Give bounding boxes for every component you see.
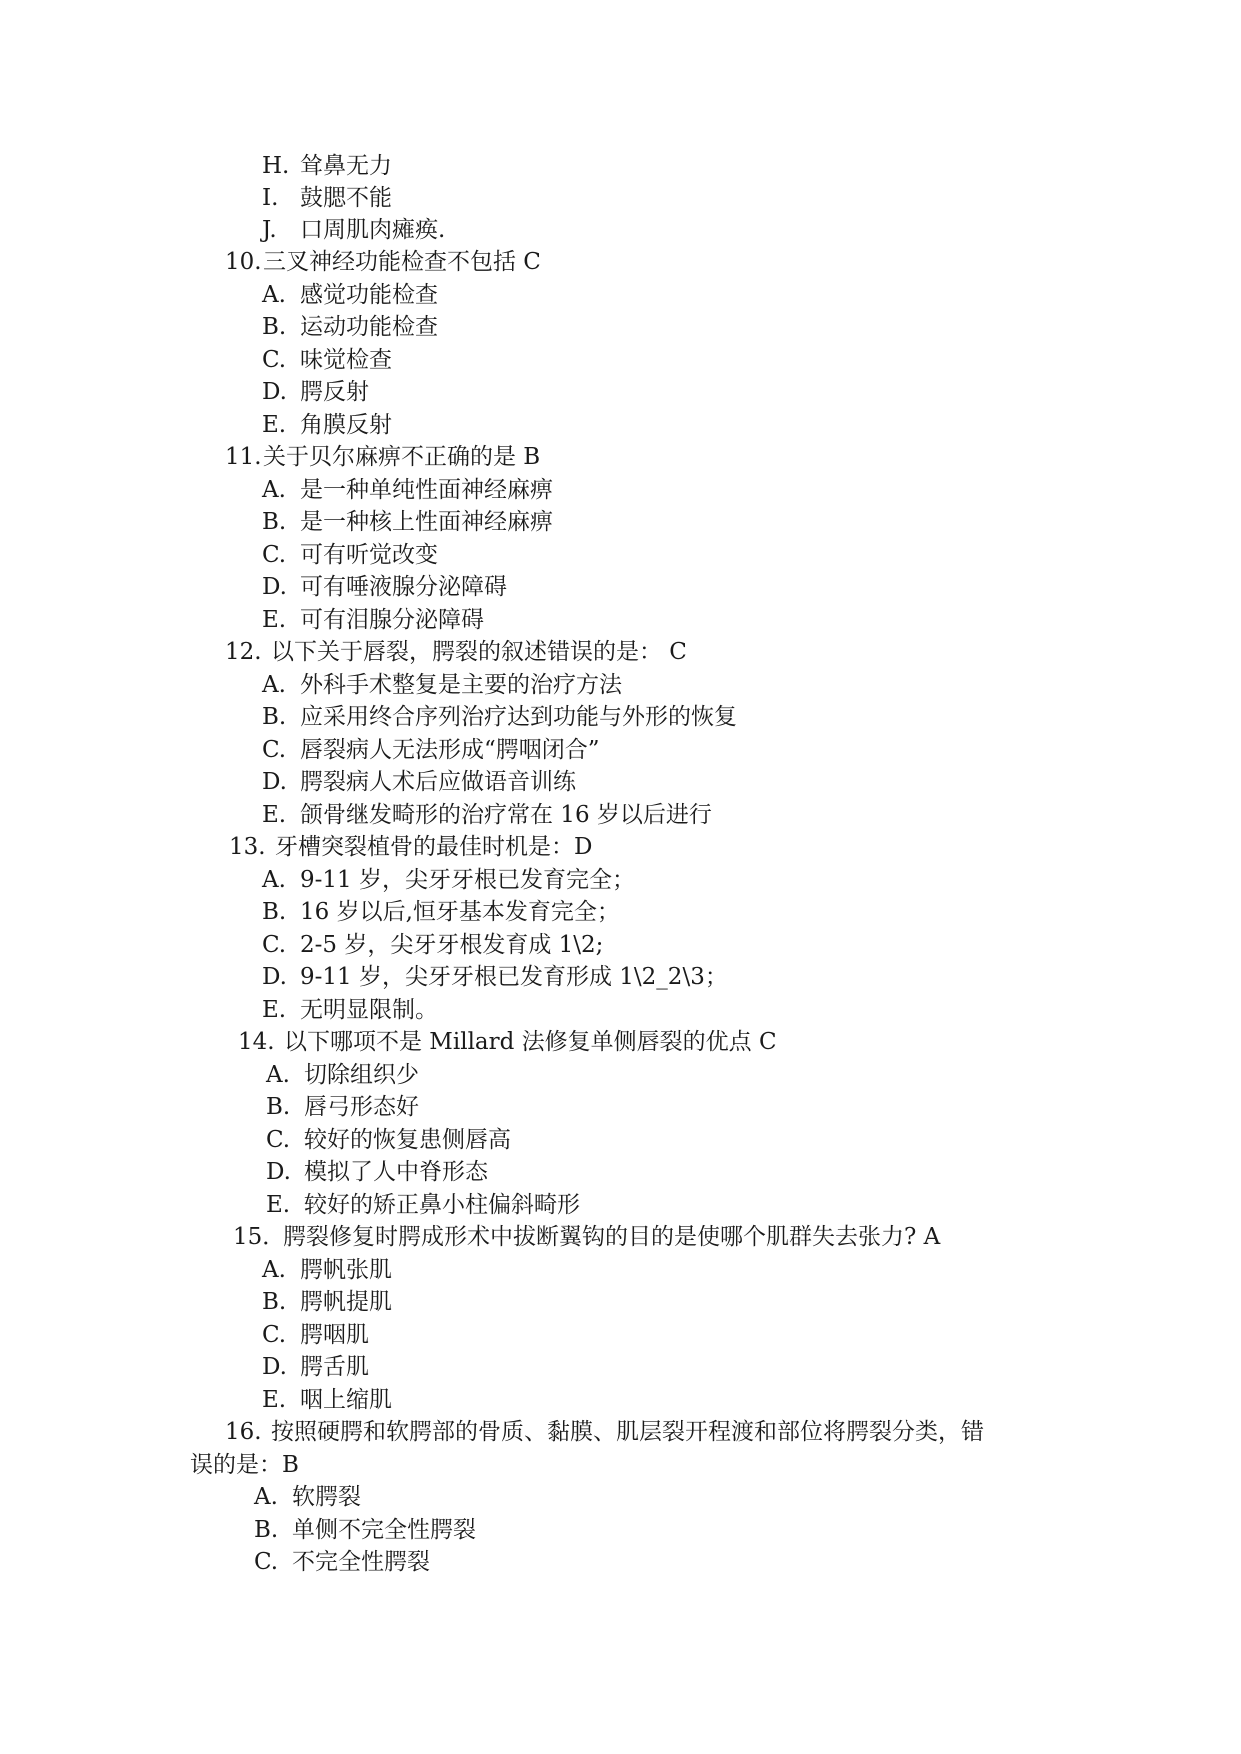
option-label: C. <box>262 1322 287 1348</box>
option-line <box>262 801 712 829</box>
option-line <box>262 573 507 601</box>
option-line <box>262 152 392 180</box>
option-line <box>262 931 603 959</box>
question-number: 15． <box>233 1224 286 1250</box>
option-text: 16 岁以后,恒牙基本发育完全； <box>300 899 620 925</box>
question-text: 关于贝尔麻痹不正确的是 B <box>263 444 541 470</box>
question-number: 10. <box>225 249 262 275</box>
option-label: A. <box>262 1257 286 1283</box>
option-text: 腭舌肌 <box>300 1354 369 1380</box>
option-label: E. <box>262 997 287 1023</box>
option-line <box>262 378 369 406</box>
option-text: 无明显限制。 <box>300 997 438 1023</box>
option-label: A. <box>262 867 286 893</box>
option-line <box>266 1126 511 1154</box>
option-line <box>262 703 737 731</box>
option-text: 唇弓形态好 <box>304 1094 419 1120</box>
option-label: E. <box>262 412 287 438</box>
question-text: 按照硬腭和软腭部的骨质、黏膜、肌层裂开程渡和部位将腭裂分类，错 <box>271 1419 984 1445</box>
option-line <box>262 1353 369 1381</box>
option-label: D. <box>266 1159 291 1185</box>
option-label: C. <box>262 932 287 958</box>
option-line <box>262 671 622 699</box>
option-text: 口周肌肉瘫痪. <box>300 217 446 243</box>
option-text: 咽上缩肌 <box>300 1387 392 1413</box>
option-text: 腭帆提肌 <box>300 1289 392 1315</box>
option-text: 单侧不完全性腭裂 <box>292 1517 476 1543</box>
option-text: 角膜反射 <box>300 412 392 438</box>
option-label: C. <box>262 737 287 763</box>
option-text: 颌骨继发畸形的治疗常在 16 岁以后进行 <box>300 802 712 828</box>
option-line <box>262 963 728 991</box>
question-continuation <box>190 1451 299 1479</box>
option-text: 耸鼻无力 <box>300 153 392 179</box>
option-line <box>262 606 484 634</box>
option-text: 2-5 岁，尖牙牙根发育成 1\2; <box>300 932 604 958</box>
option-text: 运动功能检查 <box>300 314 438 340</box>
option-line <box>262 768 576 796</box>
option-label: B. <box>262 1289 287 1315</box>
question-number: 11. <box>225 444 262 470</box>
option-text: 是一种单纯性面神经麻痹 <box>300 477 553 503</box>
option-label: C. <box>262 347 287 373</box>
option-line <box>266 1158 488 1186</box>
option-label: A. <box>254 1484 278 1510</box>
option-label: E. <box>262 802 287 828</box>
option-label: E. <box>266 1192 291 1218</box>
option-line <box>262 216 445 244</box>
question-line <box>225 443 540 471</box>
question-line <box>233 1223 940 1251</box>
option-line <box>262 1288 392 1316</box>
question-text: 牙槽突裂植骨的最佳时机是：D <box>275 834 593 860</box>
option-label: A. <box>262 672 286 698</box>
question-line <box>225 1418 984 1446</box>
option-label: H. <box>262 153 290 179</box>
option-line <box>254 1548 430 1576</box>
option-line <box>266 1093 419 1121</box>
option-line <box>262 476 553 504</box>
option-line <box>262 541 438 569</box>
question-text: 三叉神经功能检查不包括 C <box>263 249 541 275</box>
option-label: E. <box>262 1387 287 1413</box>
option-line <box>262 736 600 764</box>
question-text: 误的是：B <box>190 1452 299 1478</box>
option-label: C. <box>262 542 287 568</box>
question-line <box>238 1028 777 1056</box>
question-text: 以下关于唇裂，腭裂的叙述错误的是： C <box>271 639 687 665</box>
option-label: A. <box>262 282 286 308</box>
option-label: B. <box>266 1094 291 1120</box>
option-line <box>266 1061 419 1089</box>
option-label: E. <box>262 607 287 633</box>
question-line <box>225 248 541 276</box>
option-text: 可有唾液腺分泌障碍 <box>300 574 507 600</box>
option-label: A. <box>266 1062 290 1088</box>
question-line <box>225 638 687 666</box>
question-line <box>229 833 592 861</box>
option-label: D. <box>262 1354 287 1380</box>
option-label: I. <box>262 185 279 211</box>
option-line <box>254 1483 361 1511</box>
option-label: B. <box>262 509 287 535</box>
option-text: 外科手术整复是主要的治疗方法 <box>300 672 622 698</box>
option-text: 应采用终合序列治疗达到功能与外形的恢复 <box>300 704 737 730</box>
option-text: 软腭裂 <box>292 1484 361 1510</box>
option-text: 腭反射 <box>300 379 369 405</box>
option-label: D. <box>262 379 287 405</box>
option-label: B. <box>262 314 287 340</box>
option-line <box>262 184 392 212</box>
option-line <box>254 1516 476 1544</box>
option-label: D. <box>262 574 287 600</box>
option-text: 模拟了人中脊形态 <box>304 1159 488 1185</box>
option-line <box>262 411 392 439</box>
option-text: 是一种核上性面神经麻痹 <box>300 509 553 535</box>
option-label: C. <box>266 1127 291 1153</box>
option-label: B. <box>254 1517 279 1543</box>
question-number: 13. <box>229 834 266 860</box>
option-text: 味觉检查 <box>300 347 392 373</box>
option-text: 唇裂病人无法形成“腭咽闭合” <box>300 737 600 763</box>
option-text: 腭裂病人术后应做语音训练 <box>300 769 576 795</box>
option-label: D. <box>262 964 287 990</box>
question-number: 16. <box>225 1419 262 1445</box>
option-line <box>262 898 620 926</box>
option-label: A. <box>262 477 286 503</box>
option-line <box>262 508 553 536</box>
option-label: D. <box>262 769 287 795</box>
option-label: C. <box>254 1549 279 1575</box>
question-text: 以下哪项不是 Millard 法修复单侧唇裂的优点 C <box>284 1029 777 1055</box>
option-line <box>262 1321 369 1349</box>
option-label: J. <box>262 217 277 243</box>
option-line <box>262 866 635 894</box>
option-line <box>262 996 438 1024</box>
option-line <box>262 1256 392 1284</box>
option-text: 腭咽肌 <box>300 1322 369 1348</box>
option-text: 可有听觉改变 <box>300 542 438 568</box>
option-text: 不完全性腭裂 <box>292 1549 430 1575</box>
option-text: 9-11 岁，尖牙牙根已发育完全； <box>300 867 635 893</box>
option-text: 腭帆张肌 <box>300 1257 392 1283</box>
option-text: 可有泪腺分泌障碍 <box>300 607 484 633</box>
option-text: 9-11 岁，尖牙牙根已发育形成 1\2_2\3； <box>300 964 728 990</box>
option-line <box>262 313 438 341</box>
question-number: 12. <box>225 639 262 665</box>
question-number: 14. <box>238 1029 275 1055</box>
option-line <box>266 1191 580 1219</box>
option-line <box>262 346 392 374</box>
option-label: B. <box>262 899 287 925</box>
option-text: 切除组织少 <box>304 1062 419 1088</box>
option-label: B. <box>262 704 287 730</box>
option-text: 较好的矫正鼻小柱偏斜畸形 <box>304 1192 580 1218</box>
option-text: 鼓腮不能 <box>300 185 392 211</box>
option-line <box>262 1386 392 1414</box>
option-text: 较好的恢复患侧唇高 <box>304 1127 511 1153</box>
question-text: 腭裂修复时腭成形术中拔断翼钩的目的是使哪个肌群失去张力? A <box>283 1224 941 1250</box>
option-text: 感觉功能检查 <box>300 282 438 308</box>
option-line <box>262 281 438 309</box>
